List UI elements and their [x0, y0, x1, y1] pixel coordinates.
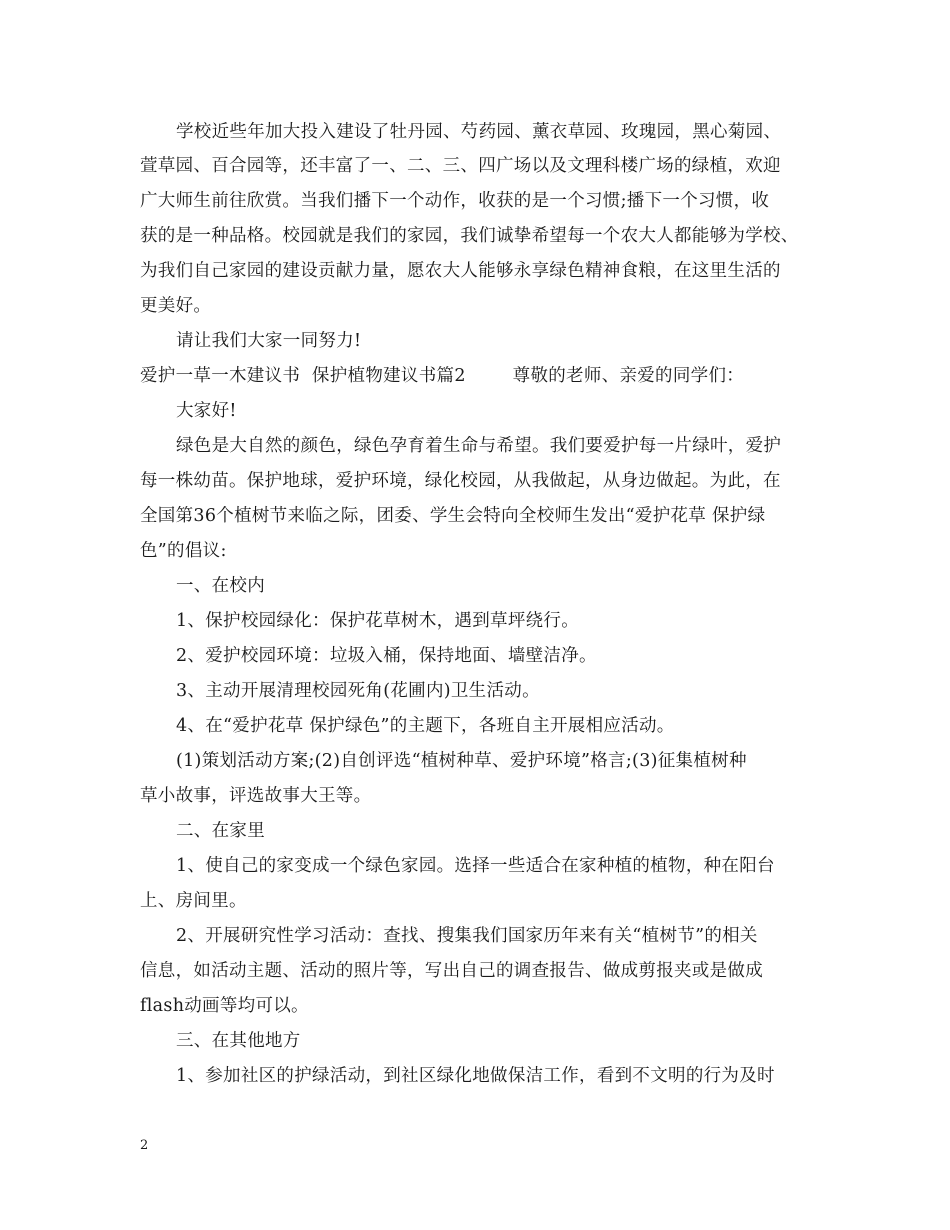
paragraph-line: 为我们自己家园的建设贡献力量，愿农大人能够永享绿色精神食粮，在这里生活的 — [140, 261, 781, 281]
paragraph-line: 4、在“爱护花草 保护绿色”的主题下，各班自主开展相应活动。 — [176, 716, 675, 736]
paragraph-line: 1、使自己的家变成一个绿色家园。选择一些适合在家种植的植物，种在阳台 — [176, 856, 775, 876]
paragraph-line: 请让我们大家一同努力! — [176, 331, 362, 351]
section-heading-line: 爱护一草一木建议书 保护植物建议书篇2 尊敬的老师、亲爱的同学们： — [140, 366, 745, 386]
paragraph-line: 2、爱护校园环境：垃圾入桶，保持地面、墙壁洁净。 — [176, 646, 597, 666]
paragraph-line: 萱草园、百合园等，还丰富了一、二、三、四广场以及文理科楼广场的绿植，欢迎 — [140, 156, 781, 176]
paragraph-line: 学校近些年加大投入建设了牡丹园、芍药园、薰衣草园、玫瑰园，黑心菊园、 — [176, 122, 782, 142]
paragraph-line: 2、开展研究性学习活动：查找、搜集我们国家历年来有关“植树节”的相关 — [176, 926, 758, 946]
page-number: 2 — [140, 1138, 149, 1153]
paragraph-line: 全国第36个植树节来临之际，团委、学生会特向全校师生发出“爱护花草 保护绿 — [140, 506, 766, 526]
paragraph-line: 1、参加社区的护绿活动，到社区绿化地做保洁工作，看到不文明的行为及时 — [176, 1066, 775, 1086]
paragraph-line: 1、保护校园绿化：保护花草树木，遇到草坪绕行。 — [176, 611, 580, 631]
paragraph-line: 草小故事，评选故事大王等。 — [140, 786, 372, 806]
paragraph-line: 每一株幼苗。保护地球，爱护环境，绿化校园，从我做起，从身边做起。为此，在 — [140, 471, 781, 491]
paragraph-line: 色”的倡议: — [140, 541, 227, 561]
paragraph-line: 更美好。 — [140, 296, 212, 316]
paragraph-line: 三、在其他地方 — [176, 1031, 301, 1051]
paragraph-line: 一、在校内 — [176, 576, 265, 596]
paragraph-line: 绿色是大自然的颜色，绿色孕育着生命与希望。我们要爱护每一片绿叶，爱护 — [176, 436, 782, 456]
paragraph-line: 上、房间里。 — [140, 891, 247, 911]
paragraph-line: 3、主动开展清理校园死角(花圃内)卫生活动。 — [176, 681, 540, 701]
paragraph-line: 广大师生前往欣赏。当我们播下一个动作，收获的是一个习惯;播下一个习惯，收 — [140, 191, 770, 211]
paragraph-line: 二、在家里 — [176, 821, 265, 841]
paragraph-line: 大家好! — [176, 401, 237, 421]
paragraph-line: flash动画等均可以。 — [140, 996, 309, 1016]
paragraph-line: (1)策划活动方案;(2)自创评选“植树种草、爱护环境”格言;(3)征集植树种 — [176, 751, 747, 771]
paragraph-line: 信息，如活动主题、活动的照片等，写出自己的调查报告、做成剪报夹或是做成 — [140, 961, 763, 981]
paragraph-line: 获的是一种品格。校园就是我们的家园，我们诚挚希望每一个农大人都能够为学校、 — [140, 226, 799, 246]
